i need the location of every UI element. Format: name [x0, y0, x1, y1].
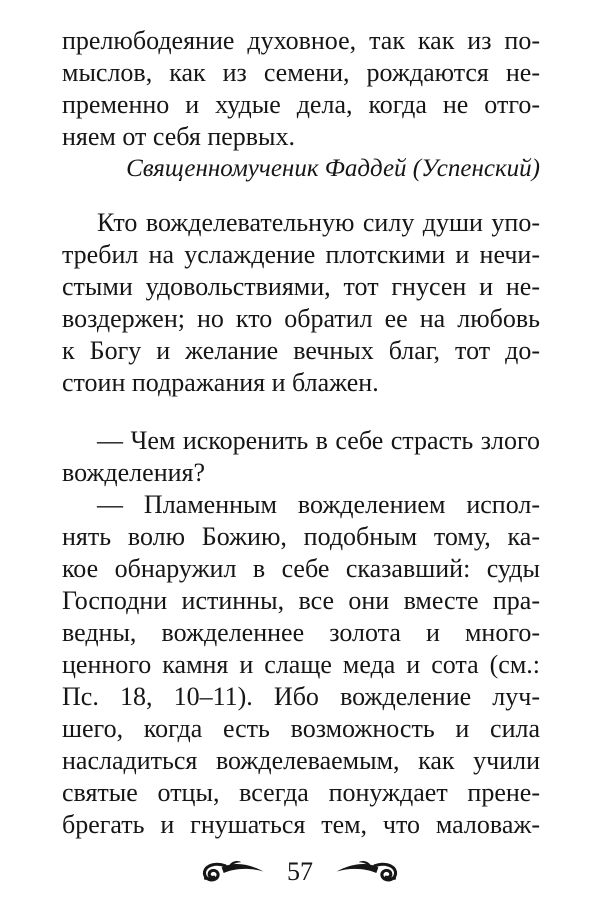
text-line: насладиться вожделеваемым, как учили: [62, 746, 540, 775]
text-line: — Чем искоренить в себе страсть злого: [97, 426, 540, 455]
flourish-left-icon: [201, 855, 267, 889]
text-line: няем от себя первых.: [62, 122, 296, 151]
text-line: мыслов, как из семени, рождаются не-: [62, 58, 540, 87]
text-line: прелюбодеяние духовное, так как из по-: [62, 26, 540, 55]
dialog-question-paragraph: [62, 425, 540, 489]
text-line: к Богу и желание вечных благ, тот до-: [62, 336, 540, 365]
text-line: шего, когда есть возможность и сила: [62, 714, 540, 743]
text-line: — Пламенным вожделением испол-: [97, 490, 540, 519]
text-line: нять волю Божию, подобным тому, ка-: [62, 522, 540, 551]
text-line: пременно и худые дела, когда не отго-: [62, 90, 540, 119]
text-line: брегать и гнушаться тем, что маловаж-: [62, 810, 540, 839]
attribution-paragraph: [62, 153, 540, 185]
paragraph: [62, 25, 540, 153]
text-line: Господни истинны, все они вместе пра-: [62, 586, 540, 615]
flourish-right-icon: [333, 855, 399, 889]
text-line: стоин подражания и блажен.: [62, 368, 379, 397]
text-line: кое обнаружил в себе сказавший: суды: [62, 554, 540, 583]
page-number: 57: [287, 857, 313, 886]
dialog-answer-paragraph: [62, 489, 540, 841]
text-line: Кто вожделевательную силу души упо-: [97, 208, 540, 237]
attribution: Священномученик Фаддей (Успенский): [126, 155, 540, 182]
text-line: стыми удовольствиями, тот гнусен и не-: [62, 272, 540, 301]
text-line: ценного камня и слаще меда и сота (см.:: [62, 650, 540, 679]
page-text: [62, 0, 540, 841]
text-line: ведны, вожделеннее золота и много-: [62, 618, 540, 647]
text-line: вожделения?: [62, 458, 206, 487]
text-line: воздержен; но кто обратил ее на любовь: [62, 304, 540, 333]
page-footer: [0, 850, 600, 894]
text-line: требил на услаждение плотскими и нечи-: [62, 240, 540, 269]
text-line: Пс. 18, 10–11). Ибо вожделение луч-: [62, 682, 540, 711]
paragraph: [62, 207, 540, 399]
text-line: святые отцы, всегда понуждает прене-: [62, 778, 540, 807]
